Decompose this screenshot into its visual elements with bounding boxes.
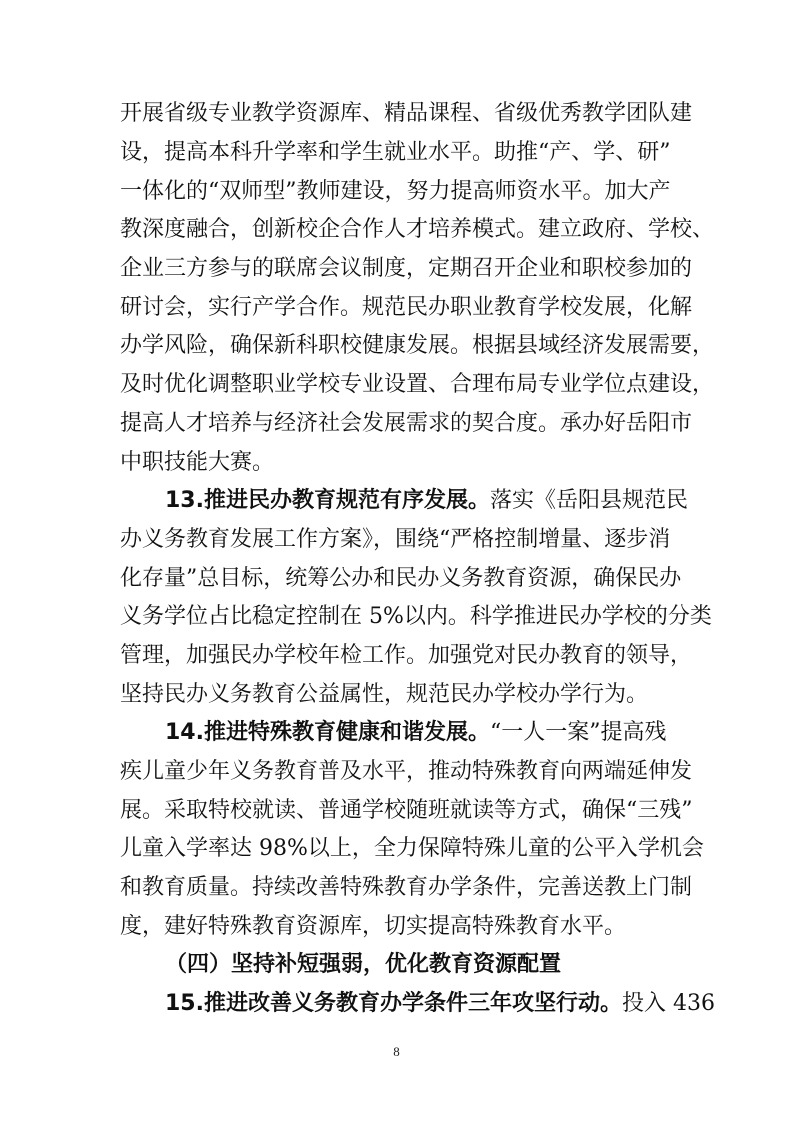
- line-text: 和教育质量。持续改善特殊教育办学条件，完善送教上门制: [120, 875, 693, 900]
- text-line: [120, 834, 704, 864]
- text-line: [120, 757, 692, 787]
- line-text: 儿童入学率达 98%以上，全力保障特殊儿童的公平入学机会: [120, 836, 704, 861]
- line-text: 及时优化调整职业学校专业设置、合理布局专业学位点建设，: [120, 372, 715, 397]
- section-heading-4: [165, 950, 561, 980]
- text-line: [120, 254, 692, 284]
- line-text: 管理，加强民办学校年检工作。加强党对民办教育的领导，: [120, 643, 693, 668]
- text-line: [120, 293, 692, 323]
- line-text: 提高人才培养与经济社会发展需求的契合度。承办好岳阳市: [120, 411, 693, 436]
- line-text: 义务学位占比稳定控制在 5%以内。科学推进民办学校的分类: [120, 604, 712, 629]
- line-text: 展。采取特校就读、普通学校随班就读等方式，确保“三残”: [120, 798, 693, 823]
- line-text: 教深度融合，创新校企合作人才培养模式。建立政府、学校、: [120, 217, 715, 242]
- line-text: 疾儿童少年义务教育普及水平，推动特殊教育向两端延伸发: [120, 759, 693, 784]
- text-line: [120, 912, 626, 942]
- text-line: [120, 177, 671, 207]
- line-text: 落实《岳阳县规范民: [489, 488, 688, 513]
- line-text: 化存量”总目标，统筹公办和民办义务教育资源，确保民办: [120, 566, 682, 591]
- text-line: [120, 796, 693, 826]
- line-text: 研讨会，实行产学合作。规范民办职业教育学校发展，化解: [120, 295, 693, 320]
- text-line: [120, 448, 274, 478]
- heading-text: 15.推进改善义务教育办学条件三年攻坚行动。: [165, 991, 622, 1016]
- page-number: 8: [393, 1044, 400, 1059]
- text-line: [120, 99, 692, 129]
- line-text: 办学风险，确保新科职校健康发展。根据县域经济发展需要，: [120, 333, 715, 358]
- text-line: [120, 602, 712, 632]
- text-line: [120, 873, 692, 903]
- text-line: [120, 138, 671, 168]
- text-line: [120, 564, 681, 594]
- section-heading-14: [165, 718, 666, 748]
- heading-text: （四）坚持补短强弱，优化教育资源配置: [165, 952, 562, 977]
- section-heading-13: [165, 486, 688, 516]
- heading-text: 14.推进特殊教育健康和谐发展。: [165, 720, 490, 745]
- line-text: 办义务教育发展工作方案》，围绕“严格控制增量、逐步消: [120, 527, 671, 552]
- line-text: 中职技能大赛。: [120, 450, 275, 475]
- heading-text: 13.推进民办教育规范有序发展。: [165, 488, 490, 513]
- line-text: 度，建好特殊教育资源库，切实提高特殊教育水平。: [120, 914, 627, 939]
- line-text: 开展省级专业教学资源库、精品课程、省级优秀教学团队建: [120, 101, 693, 126]
- line-text: 投入 436: [621, 991, 715, 1016]
- line-text: 坚持民办义务教育公益属性，规范民办学校办学行为。: [120, 682, 649, 707]
- line-text: 设，提高本科升学率和学生就业水平。助推“产、学、研”: [120, 140, 671, 165]
- text-line: [120, 409, 692, 439]
- text-line: [120, 215, 714, 245]
- text-line: [120, 641, 692, 671]
- text-line: [120, 680, 648, 710]
- line-text: 一体化的“双师型”教师建设，努力提高师资水平。加大产: [120, 179, 671, 204]
- text-line: [120, 525, 670, 555]
- line-text: “一人一案”提高残: [489, 720, 667, 745]
- line-text: 企业三方参与的联席会议制度，定期召开企业和职校参加的: [120, 256, 693, 281]
- text-line: [120, 370, 714, 400]
- text-line: [120, 331, 714, 361]
- section-heading-15: [165, 989, 715, 1019]
